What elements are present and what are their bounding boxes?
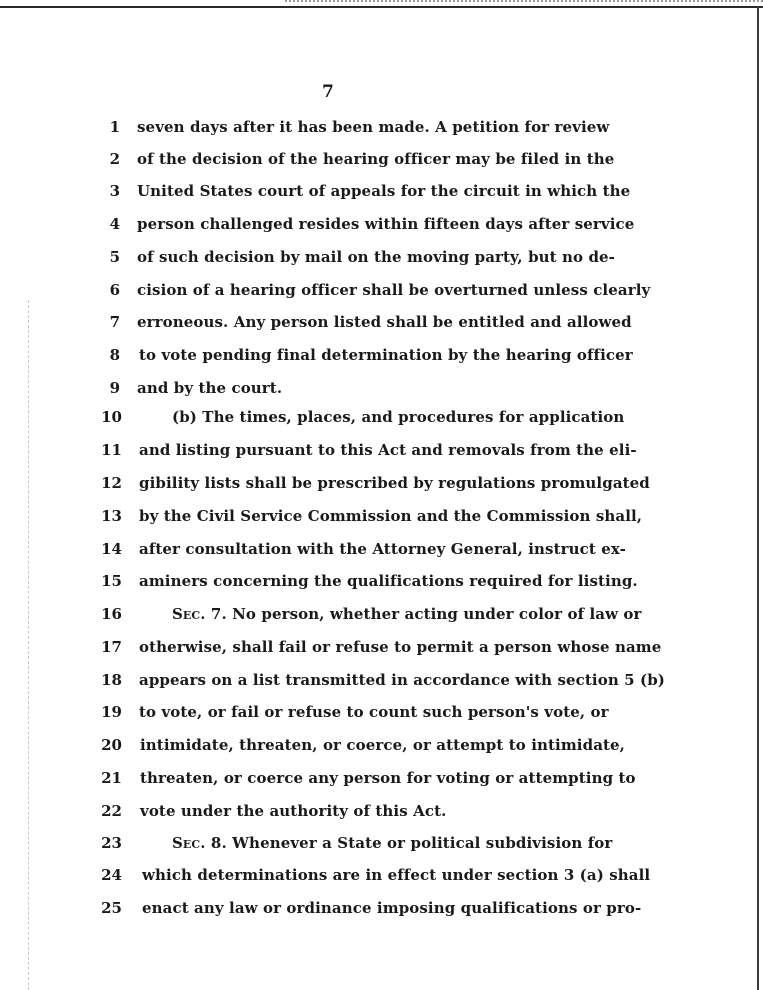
line-text: person challenged resides within fifteen days after service (137, 215, 635, 233)
line-text: threaten, or coerce any person for voting or attempting to (140, 769, 636, 787)
line-number: 25 (101, 899, 122, 917)
line-number: 4 (109, 215, 120, 233)
line-number: 22 (101, 802, 122, 820)
line-number: 13 (101, 507, 122, 525)
line-text-rest: 7. No person, whether acting under color of law or (205, 605, 642, 623)
line-number: 15 (101, 572, 122, 590)
line-number: 8 (109, 346, 120, 364)
line-number: 17 (101, 638, 122, 656)
line-text: (b) The times, places, and procedures for application (172, 408, 625, 426)
line-text: United States court of appeals for the circuit in which the (137, 182, 631, 200)
line-text (172, 605, 642, 623)
line-text: intimidate, threaten, or coerce, or attempt to intimidate, (140, 736, 626, 754)
line-text: and by the court. (137, 379, 283, 397)
line-number: 14 (101, 540, 122, 558)
line-text: of the decision of the hearing officer may be filed in the (137, 150, 615, 168)
line-number: 10 (101, 408, 122, 426)
left-margin-rule (28, 300, 30, 990)
line-number: 16 (101, 605, 122, 623)
line-text: to vote pending final determination by the hearing officer (139, 346, 633, 364)
line-number: 2 (109, 150, 120, 168)
line-number: 11 (101, 441, 122, 459)
line-number: 6 (109, 281, 120, 299)
line-number: 23 (101, 834, 122, 852)
line-number: 18 (101, 671, 122, 689)
line-text: aminers concerning the qualifications required for listing. (139, 572, 638, 590)
line-number: 24 (101, 866, 122, 884)
line-number: 3 (109, 182, 120, 200)
line-text: gibility lists shall be prescribed by regulations promulgated (139, 474, 650, 492)
line-text: otherwise, shall fail or refuse to permit a person whose name (139, 638, 662, 656)
line-number: 5 (109, 248, 120, 266)
section-label: Sec. (172, 605, 206, 623)
line-number: 9 (109, 379, 120, 397)
top-dotted-edge (285, 0, 763, 5)
line-text: after consultation with the Attorney General, instruct ex- (139, 540, 626, 558)
line-number: 21 (101, 769, 122, 787)
line-text: which determinations are in effect under section 3 (a) shall (142, 866, 651, 884)
line-text: by the Civil Service Commission and the Commission shall, (139, 507, 643, 525)
line-text: of such decision by mail on the moving party, but no de- (137, 248, 616, 266)
line-text: enact any law or ordinance imposing qualifications or pro- (142, 899, 642, 917)
right-border-rule (757, 6, 759, 990)
line-number: 12 (101, 474, 122, 492)
line-text: appears on a list transmitted in accordance with section 5 (b) (139, 671, 665, 689)
line-number: 1 (109, 118, 120, 136)
line-text: vote under the authority of this Act. (140, 802, 447, 820)
line-number: 20 (101, 736, 122, 754)
line-text: seven days after it has been made. A petition for review (137, 118, 610, 136)
section-label: Sec. (172, 834, 206, 852)
line-text: and listing pursuant to this Act and removals from the eli- (139, 441, 637, 459)
line-text: erroneous. Any person listed shall be entitled and allowed (137, 313, 632, 331)
top-border-rule (0, 6, 763, 8)
line-number: 7 (109, 313, 120, 331)
line-text (172, 834, 612, 852)
line-text: to vote, or fail or refuse to count such person's vote, or (139, 703, 609, 721)
line-text: cision of a hearing officer shall be overturned unless clearly (137, 281, 651, 299)
line-text-rest: 8. Whenever a State or political subdivision for (205, 834, 613, 852)
page-number: 7 (322, 82, 334, 102)
line-number: 19 (101, 703, 122, 721)
